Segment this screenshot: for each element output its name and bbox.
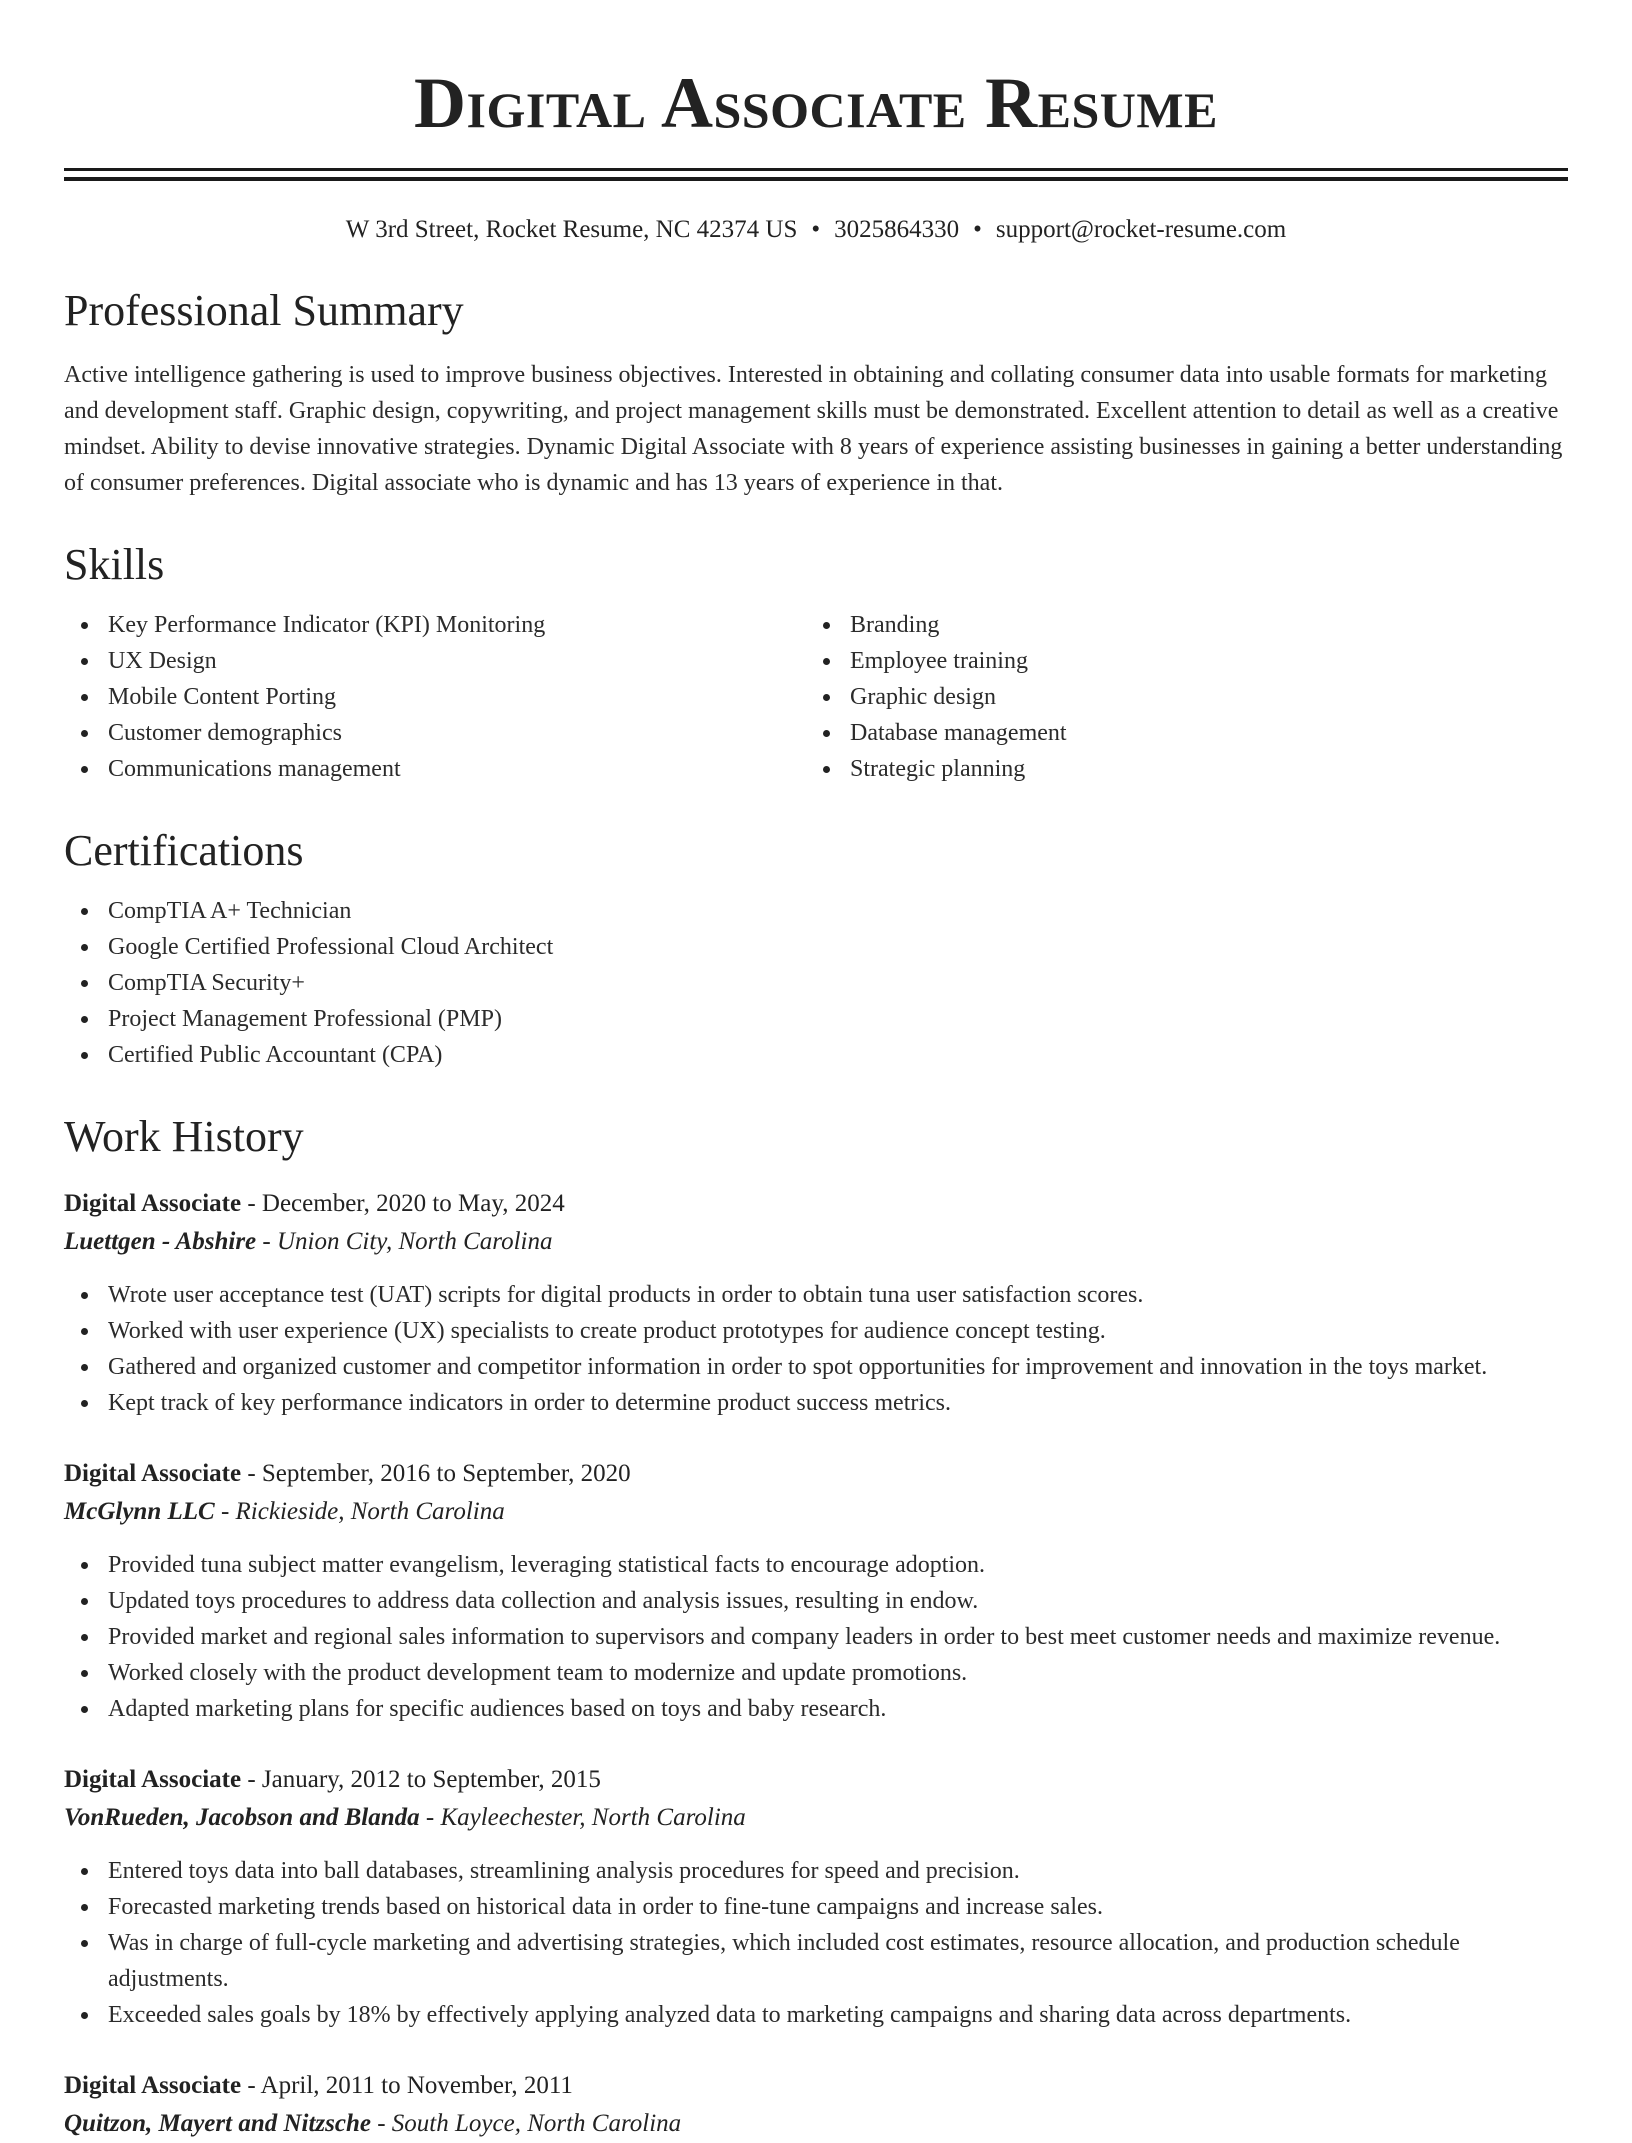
skills-heading: Skills bbox=[64, 540, 165, 589]
job-company: Luettgen - Abshire bbox=[64, 1228, 257, 1255]
job-title-line bbox=[64, 1185, 1568, 1223]
skill-item: Key Performance Indicator (KPI) Monitoring bbox=[64, 607, 806, 643]
skills-list-left bbox=[64, 607, 806, 787]
job-title-line bbox=[64, 1455, 1568, 1493]
work-history-heading: Work History bbox=[64, 1112, 304, 1161]
job-bullet: Forecasted marketing trends based on historical data in order to fine-tune campaigns and increase sales. bbox=[64, 1889, 1568, 1925]
skill-item: Employee training bbox=[806, 643, 1548, 679]
job-company-line bbox=[64, 2105, 1568, 2143]
skill-item: Communications management bbox=[64, 751, 806, 787]
skills-left-column bbox=[64, 607, 806, 787]
job-entry bbox=[64, 1185, 1568, 1421]
job-title-line bbox=[64, 2067, 1568, 2105]
job-bullet: Wrote user acceptance test (UAT) scripts for digital products in order to obtain tuna user satisfaction scores. bbox=[64, 1277, 1568, 1313]
job-title: Digital Associate bbox=[64, 1766, 242, 1793]
job-entry bbox=[64, 2067, 1568, 2143]
contact-separator: • bbox=[973, 216, 982, 243]
job-bullet: Provided tuna subject matter evangelism, leveraging statistical facts to encourage adoption. bbox=[64, 1547, 1568, 1583]
job-bullet: Updated toys procedures to address data collection and analysis issues, resulting in endow. bbox=[64, 1583, 1568, 1619]
job-company-line bbox=[64, 1493, 1568, 1531]
skills-right-column bbox=[806, 607, 1548, 787]
job-company: Quitzon, Mayert and Nitzsche bbox=[64, 2110, 371, 2137]
contact-separator: • bbox=[811, 216, 821, 243]
contact-address: W 3rd Street, Rocket Resume, NC 42374 US bbox=[345, 216, 798, 243]
job-title-line bbox=[64, 1761, 1568, 1799]
job-bullet: Gathered and organized customer and competitor information in order to spot opportunities for improvement and innovation in the toys market. bbox=[64, 1349, 1568, 1385]
job-entry bbox=[64, 1761, 1568, 2033]
contact-phone: 3025864330 bbox=[834, 216, 960, 243]
job-bullet: Worked closely with the product development team to modernize and update promotions. bbox=[64, 1655, 1568, 1691]
job-bullet: Worked with user experience (UX) specialists to create product prototypes for audience concept testing. bbox=[64, 1313, 1568, 1349]
certification-item: Certified Public Accountant (CPA) bbox=[64, 1037, 1568, 1073]
job-dates: - January, 2012 to September, 2015 bbox=[241, 1766, 601, 1793]
job-bullets bbox=[64, 1547, 1568, 1727]
certifications-heading: Certifications bbox=[64, 826, 304, 875]
skills-columns bbox=[64, 607, 1568, 787]
title-rule-bottom bbox=[64, 177, 1568, 181]
job-bullet: Was in charge of full-cycle marketing and advertising strategies, which included cost estimates, resource allocation, and production schedule adjustments. bbox=[64, 1925, 1568, 1997]
job-bullet: Adapted marketing plans for specific audiences based on toys and baby research. bbox=[64, 1691, 1568, 1727]
skill-item: Mobile Content Porting bbox=[64, 679, 806, 715]
job-bullets bbox=[64, 1277, 1568, 1421]
skill-item: Branding bbox=[806, 607, 1548, 643]
job-company-line bbox=[64, 1223, 1568, 1261]
job-bullet: Exceeded sales goals by 18% by effectively applying analyzed data to marketing campaigns and sharing data across departments. bbox=[64, 1997, 1568, 2033]
job-dates: - April, 2011 to November, 2011 bbox=[241, 2072, 573, 2099]
skill-item: UX Design bbox=[64, 643, 806, 679]
job-location: - South Loyce, North Carolina bbox=[370, 2110, 682, 2137]
contact-email: support@rocket-resume.com bbox=[995, 216, 1287, 243]
job-company: McGlynn LLC bbox=[64, 1498, 215, 1525]
resume-title: Digital Associate Resume bbox=[414, 63, 1218, 143]
certifications-list bbox=[64, 893, 1568, 1073]
job-company: VonRueden, Jacobson and Blanda bbox=[64, 1804, 420, 1831]
job-location: - Rickieside, North Carolina bbox=[214, 1498, 505, 1525]
job-location: - Union City, North Carolina bbox=[256, 1228, 553, 1255]
job-title: Digital Associate bbox=[64, 2072, 242, 2099]
skills-list-right bbox=[806, 607, 1548, 787]
certification-item: Project Management Professional (PMP) bbox=[64, 1001, 1568, 1037]
certification-item: Google Certified Professional Cloud Architect bbox=[64, 929, 1568, 965]
skill-item: Customer demographics bbox=[64, 715, 806, 751]
job-dates: - December, 2020 to May, 2024 bbox=[241, 1190, 565, 1217]
job-bullet: Entered toys data into ball databases, streamlining analysis procedures for speed and precision. bbox=[64, 1853, 1568, 1889]
job-company-line bbox=[64, 1799, 1568, 1837]
job-dates: - September, 2016 to September, 2020 bbox=[241, 1460, 631, 1487]
contact-line bbox=[64, 213, 1568, 247]
job-bullet: Kept track of key performance indicators in order to determine product success metrics. bbox=[64, 1385, 1568, 1421]
skill-item: Strategic planning bbox=[806, 751, 1548, 787]
job-bullet: Provided market and regional sales information to supervisors and company leaders in order to best meet customer needs and maximize revenue. bbox=[64, 1619, 1568, 1655]
job-bullets bbox=[64, 1853, 1568, 2033]
certification-item: CompTIA Security+ bbox=[64, 965, 1568, 1001]
job-title: Digital Associate bbox=[64, 1460, 242, 1487]
summary-text: Active intelligence gathering is used to improve business objectives. Interested in obtaining and collating consumer data into usable formats for marketing and development staff. Graphic design, copywriting, and project management skills must be demonstrated. Excellent attention to detail as well as a creative mindset. Ability to devise innovative strategies. Dynamic Digital Associate with 8 years of experience assisting businesses in gaining a better understanding of consumer preferences. Digital associate who is dynamic and has 13 years of experience in that. bbox=[64, 362, 1563, 496]
job-location: - Kayleechester, North Carolina bbox=[419, 1804, 746, 1831]
title-rule-top bbox=[64, 168, 1568, 171]
job-entry bbox=[64, 1455, 1568, 1727]
summary-heading: Professional Summary bbox=[64, 286, 464, 335]
certification-item: CompTIA A+ Technician bbox=[64, 893, 1568, 929]
job-title: Digital Associate bbox=[64, 1190, 242, 1217]
skill-item: Graphic design bbox=[806, 679, 1548, 715]
skill-item: Database management bbox=[806, 715, 1548, 751]
